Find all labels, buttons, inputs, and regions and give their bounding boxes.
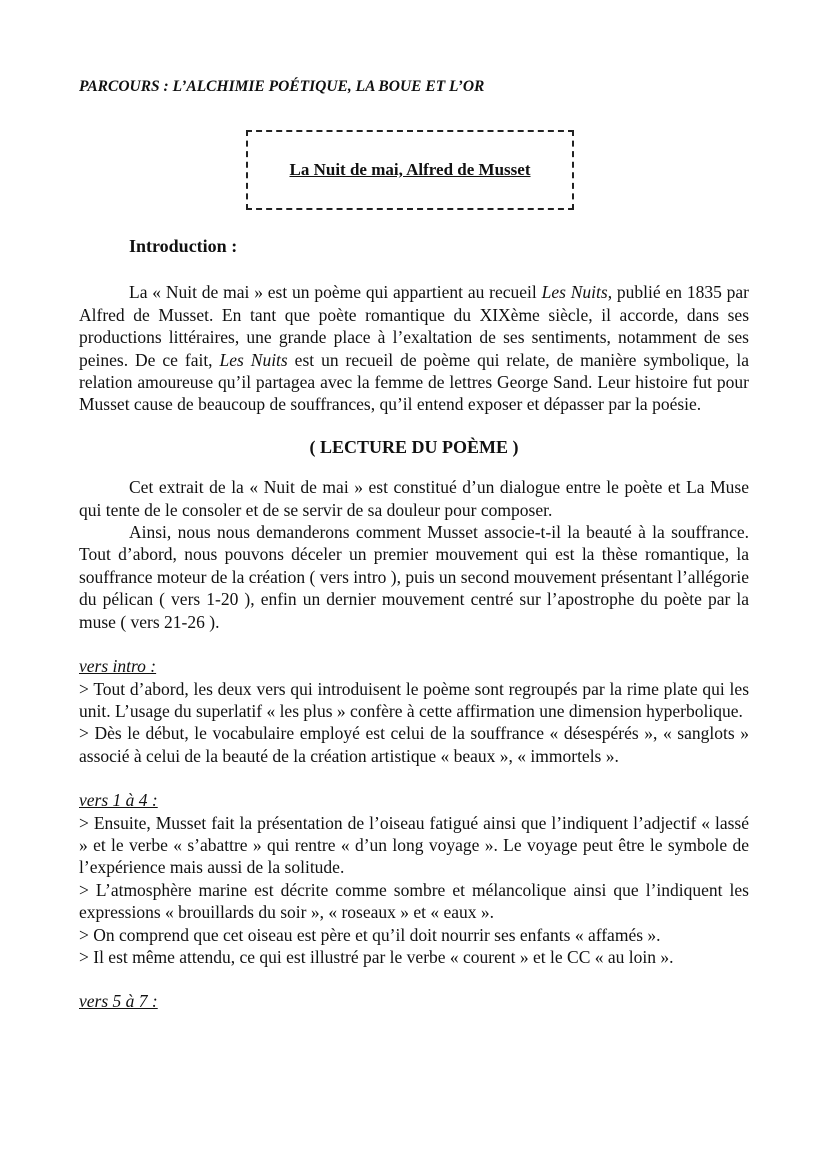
body-paragraph-1: Cet extrait de la « Nuit de mai » est constitué d’un dialogue entre le poète et La Muse qui tente de le consoler et de se servir de sa douleur pour composer. [79, 477, 749, 520]
introduction-paragraph [79, 281, 749, 415]
section-vers-1-4-bullet-4: > Il est même attendu, ce qui est illustré par le verbe « courent » et le CC « au loin ». [79, 946, 674, 967]
section-title-vers-5-7: vers 5 à 7 : [79, 991, 158, 1012]
intro-text-1: La « Nuit de mai » est un poème qui appartient au recueil [129, 282, 542, 303]
section-vers-1-4-bullet-2: > L’atmosphère marine est décrite comme sombre et mélancolique ainsi que l’indiquent les expressions « brouillards du soir », « roseaux » et « eaux ». [79, 879, 749, 923]
document-page [79, 76, 749, 1013]
intro-book-title-2: Les Nuits [219, 349, 288, 370]
section-title-intro: vers intro : [79, 656, 157, 677]
title-box [246, 130, 574, 210]
introduction-heading: Introduction : [129, 236, 238, 256]
lecture-heading: ( LECTURE DU POÈME ) [309, 436, 519, 457]
intro-book-title-1: Les Nuits [541, 282, 608, 303]
intro-text-3: est un recueil de poème qui relate, de manière symbolique, la relation amoureuse qu’il partagea avec la femme de lettres George Sand. Leur histoire fut pour Musset cause de beaucoup de souffrances, qu’il entend exposer et dépasser par la poésie. [79, 349, 749, 415]
document-title: La Nuit de mai, Alfred de Musset [289, 159, 531, 179]
body-paragraph-2: Ainsi, nous nous demanderons comment Musset associe-t-il la beauté à la souffrance. Tout d’abord, nous pouvons déceler un premier mouvement qui est la thèse romantique, la souffrance moteur de la création ( vers intro ), puis un second mouvement présentant l’allégorie du pélican ( vers 1-20 ), enfin un dernier mouvement centré sur l’apostrophe du poète par la muse ( vers 21-26 ). [79, 522, 749, 632]
section-intro-bullet-2: > Dès le début, le vocabulaire employé est celui de la souffrance « désespérés », « sanglots » associé à celui de la beauté de la création artistique « beaux », « immortels ». [79, 723, 749, 766]
section-vers-1-4-bullet-3: > On comprend que cet oiseau est père et qu’il doit nourrir ses enfants « affamés ». [79, 924, 661, 945]
intro-text-2: , publié en 1835 par Alfred de Musset. En tant que poète romantique du XIXème siècle, il accorde, dans ses productions littéraires, une grande place à l’exaltation de ses sentiments, notamment de ses peines. De ce fait, [79, 282, 749, 370]
parcours-heading: PARCOURS : L’ALCHIMIE POÉTIQUE, LA BOUE ET L’OR [79, 78, 485, 95]
section-vers-1-4-bullet-1: > Ensuite, Musset fait la présentation de l’oiseau fatigué ainsi que l’indiquent l’adjectif « lassé » et le verbe « s’abattre » qui rentre « d’un long voyage ». Le voyage peut être le symbole de l’expérience mais aussi de la solitude. [79, 812, 749, 878]
section-intro-bullet-1: > Tout d’abord, les deux vers qui introduisent le poème sont regroupés par la rime plate qui les unit. L’usage du superlatif « les plus » confère à cette affirmation une dimension hyperbolique. [79, 678, 749, 721]
section-title-vers-1-4: vers 1 à 4 : [79, 790, 158, 811]
